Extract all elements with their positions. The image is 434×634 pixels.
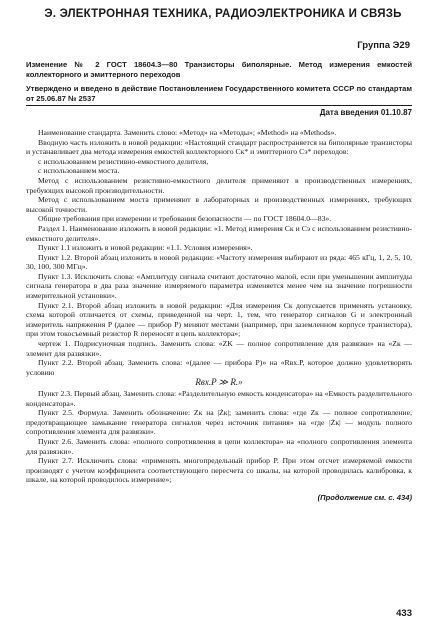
paragraphs-block-2 [26,389,412,485]
paragraph: Пункт 2.5. Формула. Заменить обозначение: Zк на |Żк|; заменить слова: «где Zк — полное сопротивление, предотвращающее замыкание генератора сигналов через источник питания» на «где |Żк| — модуль полного сопротивления элемента для развязки». [26,408,412,437]
paragraph: Наименование стандарта. Заменить слово: «Метод» на «Методы»; «Method» на «Methods». [38,127,337,137]
document-body [26,60,412,503]
paragraph: Пункт 2.6. Заменить слова: «полного сопротивления в цепи коллектора» на «полного сопротивления элемента для развязки». [26,436,412,456]
paragraph: Пункт 1.3. Исключить слова: «Амплитуду сигнала считают достаточно малой, если при уменьшении амплитуды сигнала генератора в два раза значение измеряемого параметра изменяется менее чем на значение погрешности измерительной установки». [26,271,412,301]
group-code: Группа Э29 [357,40,410,51]
paragraph: Метод с использованием резистивно-емкостного делителя применяют в производственных измерениях, требующих высокой производительности. [26,175,412,195]
effective-date: Дата введения 01.10.87 [26,105,412,118]
paragraph: Вводную часть изложить в новой редакции: «Настоящий стандарт распространяется на биполярные транзисторы и устанавливает два метода измерения емкостей коллекторного Cк* и эмиттерного Cэ* переходов: [26,137,412,157]
approval-text: Утверждено и введено в действие Постановлением Государственного комитета СССР по стандартам от 25.06.87 № 2537 [26,84,412,103]
paragraph: Пункт 1.1 изложить в новой редакции: «1.1. Условия измерения». [38,243,253,253]
paragraph: с использованием моста. [38,166,120,176]
paragraph: Пункт 2.2. Второй абзац. Заменить слова: «(далее — прибора P)» на «Rвх.P, которое должно удовлетворять условию [26,358,412,377]
paragraph: Пункт 2.3. Первый абзац. Заменить слова: «Разделительную емкость конденсатора» на «Емкость разделительного конденсатора». [26,389,412,408]
page-number: 433 [396,608,412,619]
continued-note: (Продолжение см. с. 434) [317,492,412,502]
formula: Rвх.P ≫ R.» [195,377,243,388]
change-title: Изменение № 2 ГОСТ 18604.3—80 Транзисторы биполярные. Метод измерения емкостей коллекторного и эмиттерного переходов [26,60,412,79]
paragraph: Раздел 1. Наименование изложить в новой редакции: «1. Метод измерения Cк и Cэ с использованием резистивно-емкостного делителя». [26,223,412,243]
section-header: Э. ЭЛЕКТРОННАЯ ТЕХНИКА, РАДИОЭЛЕКТРОНИКА И СВЯЗЬ [44,8,402,20]
paragraph: с использованием резистивно-емкостного делителя, [38,156,209,166]
paragraph: Пункт 1.2. Второй абзац изложить в новой редакции: «Частоту измерения выбирают из ряда: 465 кГц, 1, 2, 5, 10, 30, 100, 300 МГц». [26,252,412,272]
paragraph: Пункт 2.7. Исключить слова: «применять многопредельный прибор P. При этом отсчет измеряемой емкости производят с учетом коэффициента соответствующего пересчета со шкалы, на которой проводилась калибровка, к шкале, на которой проводилось измерение»; [26,456,412,485]
paragraph: Общие требования при измерении и требования безопасности — по ГОСТ 18604.0—83». [38,214,332,224]
paragraph: Метод с использованием моста применяют в лабораторных и производственных измерениях, требующих высокой точности. [26,195,412,214]
paragraph: Пункт 2.1. Второй абзац изложить в новой редакции: «Для измерения Cк допускается применять установку, схема которой отличается от схемы, приведенной на черт. 1, тем, что генератор сигналов G и электронный измеритель напряжения P (далее — прибор P) меняют местами (например, при заземленном корпусе транзистора), при этом токосъемный резистор R переносят в цепь коллектора»; [26,300,412,339]
paragraph: чертеж 1. Подрисуночная подпись. Заменить слова: «ZK — полное сопротивление для развязки» на «Zк — элемент для развязки». [26,339,412,358]
paragraphs-block-1 [26,128,412,377]
